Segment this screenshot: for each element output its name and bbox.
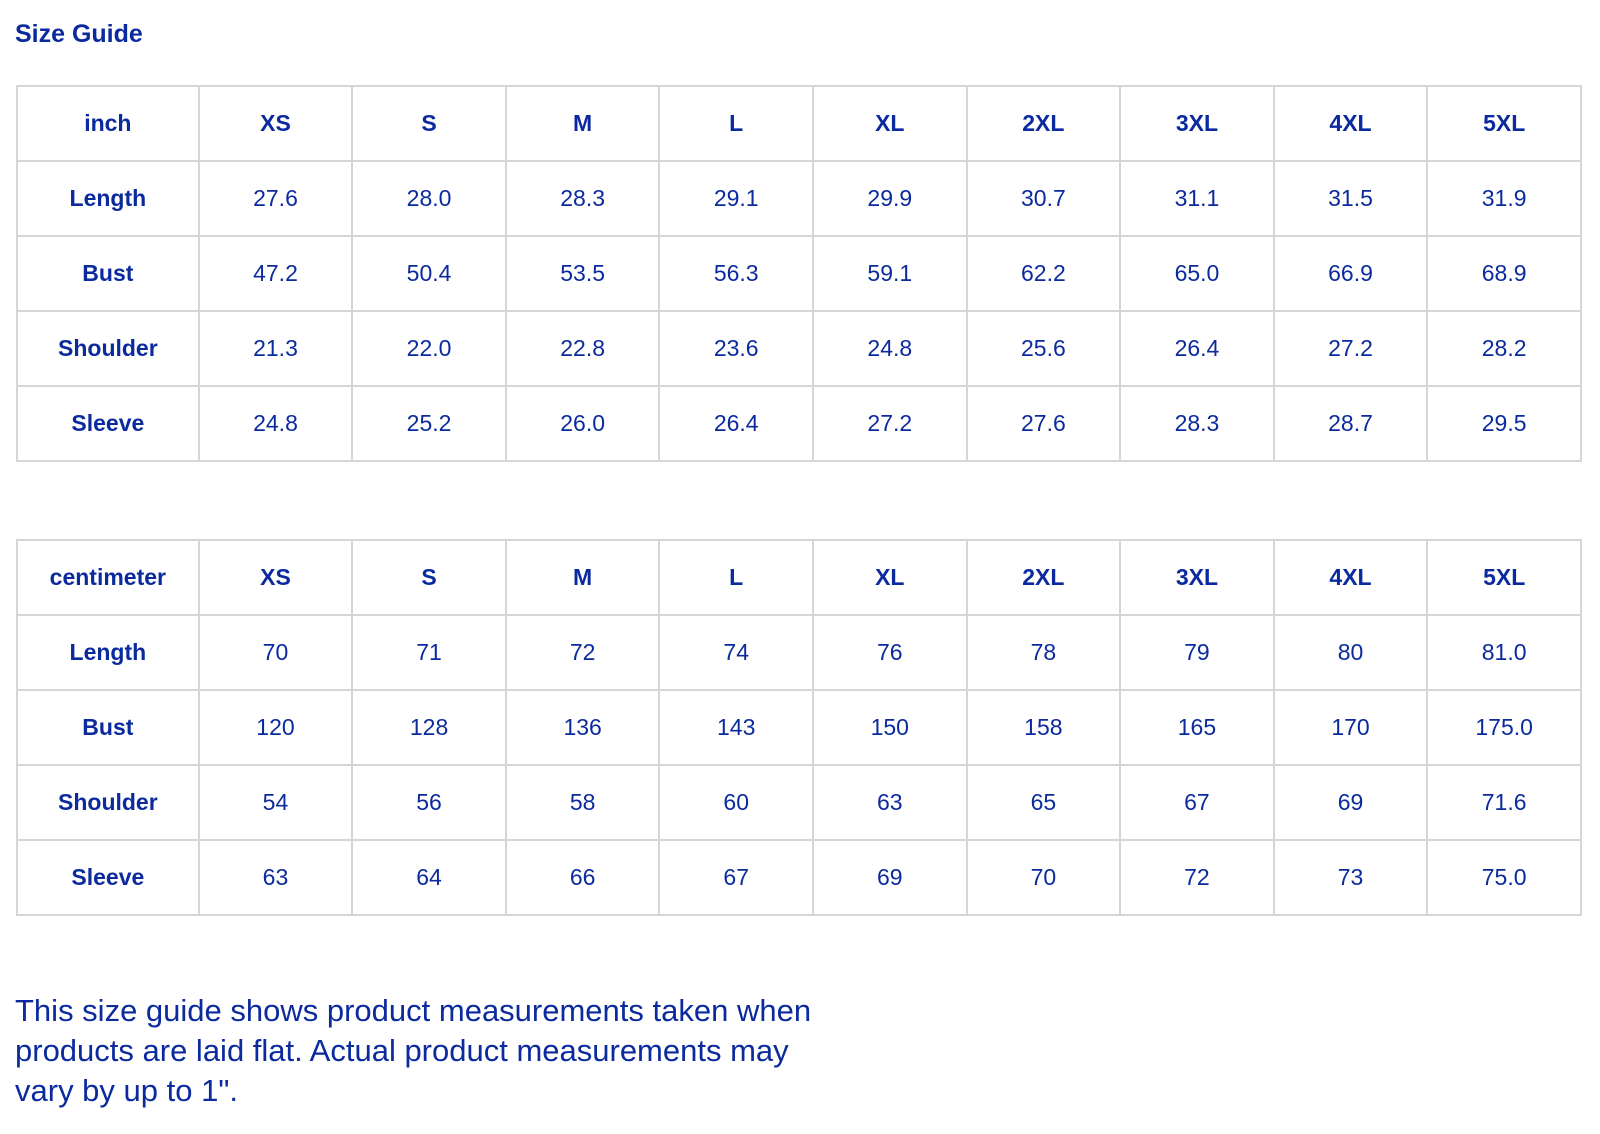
measurement-value: 27.2	[813, 386, 967, 461]
measurement-value: 65.0	[1120, 236, 1274, 311]
measurement-value: 66	[506, 840, 660, 915]
measurement-value: 24.8	[199, 386, 353, 461]
measurement-value: 29.9	[813, 161, 967, 236]
measurement-value: 74	[659, 615, 813, 690]
measurement-value: 62.2	[967, 236, 1121, 311]
measurement-value: 21.3	[199, 311, 353, 386]
measurement-value: 27.6	[199, 161, 353, 236]
measurement-value: 79	[1120, 615, 1274, 690]
table-row	[17, 386, 1581, 461]
measurement-value: 24.8	[813, 311, 967, 386]
measurement-value: 25.6	[967, 311, 1121, 386]
measurement-value: 78	[967, 615, 1121, 690]
measurement-value: 28.2	[1427, 311, 1581, 386]
measurement-value: 22.8	[506, 311, 660, 386]
size-header: XL	[813, 540, 967, 615]
measurement-value: 136	[506, 690, 660, 765]
measurement-label: Sleeve	[17, 386, 199, 461]
measurement-value: 170	[1274, 690, 1428, 765]
measurement-value: 70	[967, 840, 1121, 915]
measurement-value: 29.5	[1427, 386, 1581, 461]
size-header: S	[352, 86, 506, 161]
measurement-value: 143	[659, 690, 813, 765]
measurement-value: 69	[1274, 765, 1428, 840]
measurement-value: 26.4	[659, 386, 813, 461]
measurement-value: 80	[1274, 615, 1428, 690]
size-header: S	[352, 540, 506, 615]
size-header: L	[659, 540, 813, 615]
size-header: L	[659, 86, 813, 161]
measurement-value: 63	[813, 765, 967, 840]
measurement-value: 53.5	[506, 236, 660, 311]
measurement-value: 128	[352, 690, 506, 765]
measurement-value: 66.9	[1274, 236, 1428, 311]
size-header: 3XL	[1120, 540, 1274, 615]
unit-header: centimeter	[17, 540, 199, 615]
measurement-value: 72	[506, 615, 660, 690]
measurement-value: 65	[967, 765, 1121, 840]
measurement-value: 64	[352, 840, 506, 915]
size-header: XS	[199, 540, 353, 615]
table-header-row	[17, 86, 1581, 161]
measurement-label: Length	[17, 161, 199, 236]
measurement-value: 73	[1274, 840, 1428, 915]
measurement-value: 31.1	[1120, 161, 1274, 236]
measurement-value: 71	[352, 615, 506, 690]
table-row	[17, 840, 1581, 915]
measurement-value: 60	[659, 765, 813, 840]
size-header: 4XL	[1274, 86, 1428, 161]
measurement-value: 68.9	[1427, 236, 1581, 311]
measurement-value: 27.2	[1274, 311, 1428, 386]
measurement-value: 72	[1120, 840, 1274, 915]
table-row	[17, 311, 1581, 386]
measurement-value: 63	[199, 840, 353, 915]
measurement-value: 28.3	[506, 161, 660, 236]
table-row	[17, 690, 1581, 765]
measurement-value: 56	[352, 765, 506, 840]
measurement-value: 28.7	[1274, 386, 1428, 461]
measurement-value: 56.3	[659, 236, 813, 311]
measurement-label: Sleeve	[17, 840, 199, 915]
measurement-value: 25.2	[352, 386, 506, 461]
measurement-value: 54	[199, 765, 353, 840]
table-row	[17, 161, 1581, 236]
measurement-value: 120	[199, 690, 353, 765]
unit-header: inch	[17, 86, 199, 161]
measurement-value: 26.0	[506, 386, 660, 461]
measurement-note: This size guide shows product measurements taken when products are laid flat. Actual product measurements may vary by up to 1".	[15, 993, 812, 1108]
table-header-row	[17, 540, 1581, 615]
measurement-value: 70	[199, 615, 353, 690]
measurement-label: Length	[17, 615, 199, 690]
measurement-value: 165	[1120, 690, 1274, 765]
size-header: 3XL	[1120, 86, 1274, 161]
measurement-value: 58	[506, 765, 660, 840]
measurement-value: 75.0	[1427, 840, 1581, 915]
measurement-label: Shoulder	[17, 765, 199, 840]
measurement-value: 71.6	[1427, 765, 1581, 840]
measurement-value: 50.4	[352, 236, 506, 311]
table-row	[17, 765, 1581, 840]
measurement-value: 69	[813, 840, 967, 915]
measurement-value: 22.0	[352, 311, 506, 386]
measurement-value: 76	[813, 615, 967, 690]
measurement-value: 28.3	[1120, 386, 1274, 461]
measurement-value: 26.4	[1120, 311, 1274, 386]
measurement-value: 81.0	[1427, 615, 1581, 690]
measurement-label: Shoulder	[17, 311, 199, 386]
size-header: 2XL	[967, 540, 1121, 615]
measurement-value: 30.7	[967, 161, 1121, 236]
measurement-value: 28.0	[352, 161, 506, 236]
measurement-value: 67	[659, 840, 813, 915]
size-header: 2XL	[967, 86, 1121, 161]
size-table-centimeter	[16, 539, 1582, 916]
table-row	[17, 236, 1581, 311]
measurement-value: 150	[813, 690, 967, 765]
measurement-value: 27.6	[967, 386, 1121, 461]
size-header: M	[506, 540, 660, 615]
measurement-value: 29.1	[659, 161, 813, 236]
size-header: 5XL	[1427, 86, 1581, 161]
page-title: Size Guide	[15, 20, 143, 48]
measurement-value: 47.2	[199, 236, 353, 311]
measurement-value: 31.9	[1427, 161, 1581, 236]
measurement-value: 59.1	[813, 236, 967, 311]
measurement-label: Bust	[17, 690, 199, 765]
measurement-value: 31.5	[1274, 161, 1428, 236]
size-table-inch	[16, 85, 1582, 462]
size-header: 4XL	[1274, 540, 1428, 615]
measurement-value: 23.6	[659, 311, 813, 386]
measurement-value: 175.0	[1427, 690, 1581, 765]
size-header: XS	[199, 86, 353, 161]
size-header: M	[506, 86, 660, 161]
measurement-value: 158	[967, 690, 1121, 765]
size-header: XL	[813, 86, 967, 161]
table-row	[17, 615, 1581, 690]
measurement-value: 67	[1120, 765, 1274, 840]
measurement-label: Bust	[17, 236, 199, 311]
size-header: 5XL	[1427, 540, 1581, 615]
